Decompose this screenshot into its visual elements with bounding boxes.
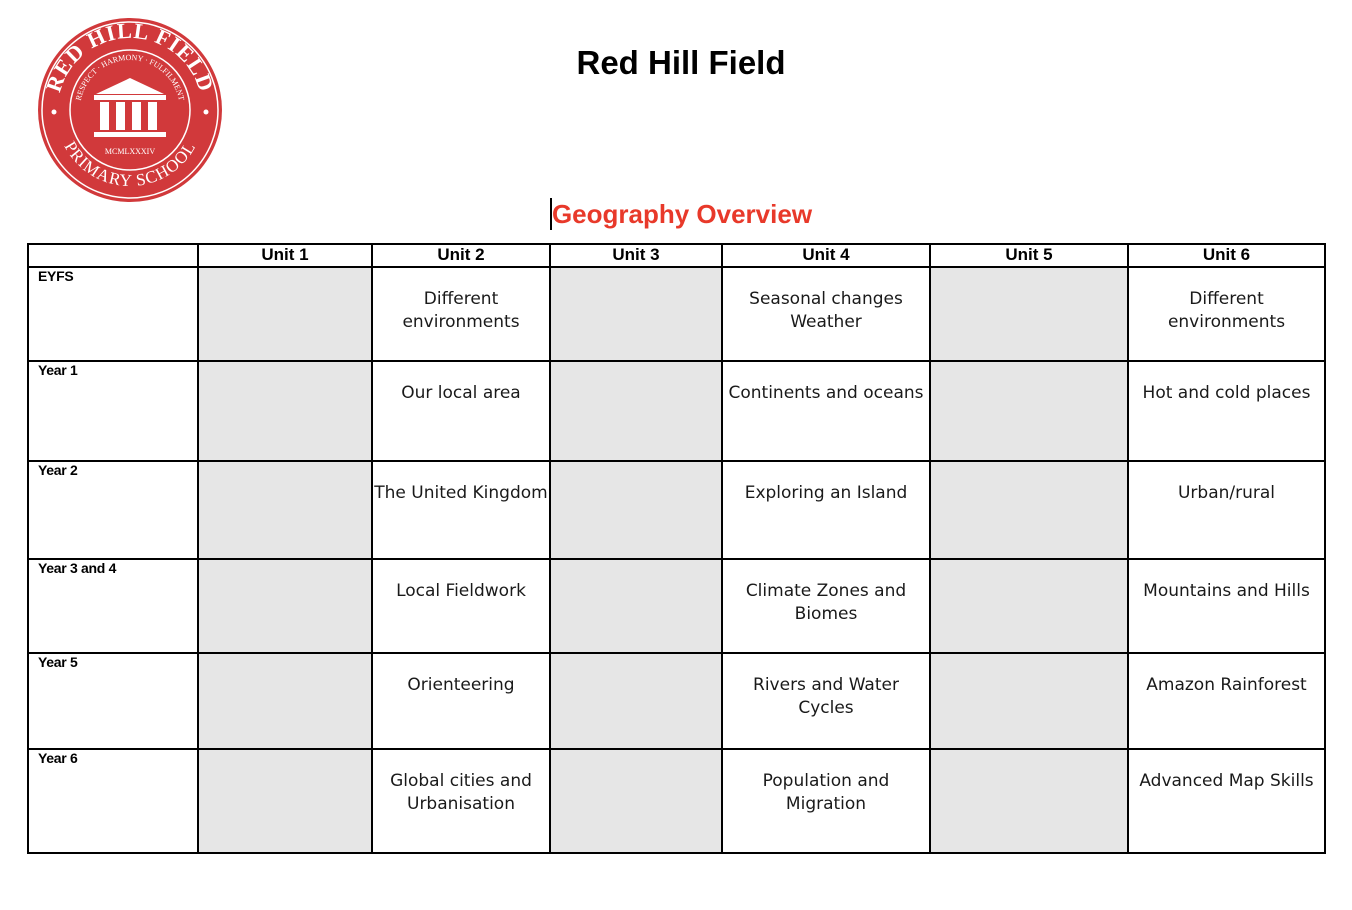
column-header: Unit 5: [930, 244, 1128, 267]
empty-cell: [198, 361, 372, 461]
topic-cell: Climate Zones and Biomes: [722, 559, 930, 653]
table-row: [28, 461, 1325, 559]
table-row: [28, 749, 1325, 853]
empty-cell: [550, 653, 722, 749]
row-label: Year 1: [28, 361, 198, 461]
topic-cell: Exploring an Island: [722, 461, 930, 559]
page-subtitle[interactable]: Geography Overview: [551, 199, 813, 229]
table-row: [28, 267, 1325, 361]
topic-cell: Hot and cold places: [1128, 361, 1325, 461]
empty-cell: [550, 267, 722, 361]
row-label: EYFS: [28, 267, 198, 361]
logo-year: MCMLXXXIV: [104, 147, 156, 156]
empty-cell: [930, 653, 1128, 749]
empty-cell: [198, 653, 372, 749]
corner-cell: [28, 244, 198, 267]
header-row: [28, 244, 1325, 267]
topic-cell: Urban/rural: [1128, 461, 1325, 559]
row-label: Year 6: [28, 749, 198, 853]
topic-cell: Our local area: [372, 361, 550, 461]
table-row: [28, 653, 1325, 749]
topic-cell: Different environments: [1128, 267, 1325, 361]
row-label: Year 3 and 4: [28, 559, 198, 653]
page-title: Red Hill Field: [576, 44, 786, 81]
topic-cell: Rivers and Water Cycles: [722, 653, 930, 749]
column-header: Unit 1: [198, 244, 372, 267]
logo-motto: RESPECT · HARMONY · FULFILMENT: [73, 52, 187, 102]
empty-cell: [198, 461, 372, 559]
empty-cell: [198, 267, 372, 361]
empty-cell: [930, 559, 1128, 653]
column-header: Unit 4: [722, 244, 930, 267]
topic-cell: Continents and oceans: [722, 361, 930, 461]
topic-cell: Population and Migration: [722, 749, 930, 853]
geography-overview-table: [27, 243, 1326, 854]
column-header: Unit 6: [1128, 244, 1325, 267]
logo-top-text: RED HILL FIELD: [40, 17, 220, 96]
topic-cell: Orienteering: [372, 653, 550, 749]
empty-cell: [930, 361, 1128, 461]
empty-cell: [550, 361, 722, 461]
empty-cell: [550, 559, 722, 653]
empty-cell: [198, 559, 372, 653]
topic-cell: Mountains and Hills: [1128, 559, 1325, 653]
empty-cell: [930, 749, 1128, 853]
topic-cell: Local Fieldwork: [372, 559, 550, 653]
row-label: Year 2: [28, 461, 198, 559]
empty-cell: [930, 267, 1128, 361]
empty-cell: [198, 749, 372, 853]
topic-cell: Different environments: [372, 267, 550, 361]
topic-cell: The United Kingdom: [372, 461, 550, 559]
empty-cell: [930, 461, 1128, 559]
table-row: [28, 361, 1325, 461]
row-label: Year 5: [28, 653, 198, 749]
logo-bottom-text: PRIMARY SCHOOL: [60, 137, 200, 191]
topic-cell: Amazon Rainforest: [1128, 653, 1325, 749]
empty-cell: [550, 461, 722, 559]
topic-cell: Global cities and Urbanisation: [372, 749, 550, 853]
empty-cell: [550, 749, 722, 853]
table-row: [28, 559, 1325, 653]
column-header: Unit 3: [550, 244, 722, 267]
column-header: Unit 2: [372, 244, 550, 267]
topic-cell: Advanced Map Skills: [1128, 749, 1325, 853]
topic-cell: Seasonal changes Weather: [722, 267, 930, 361]
